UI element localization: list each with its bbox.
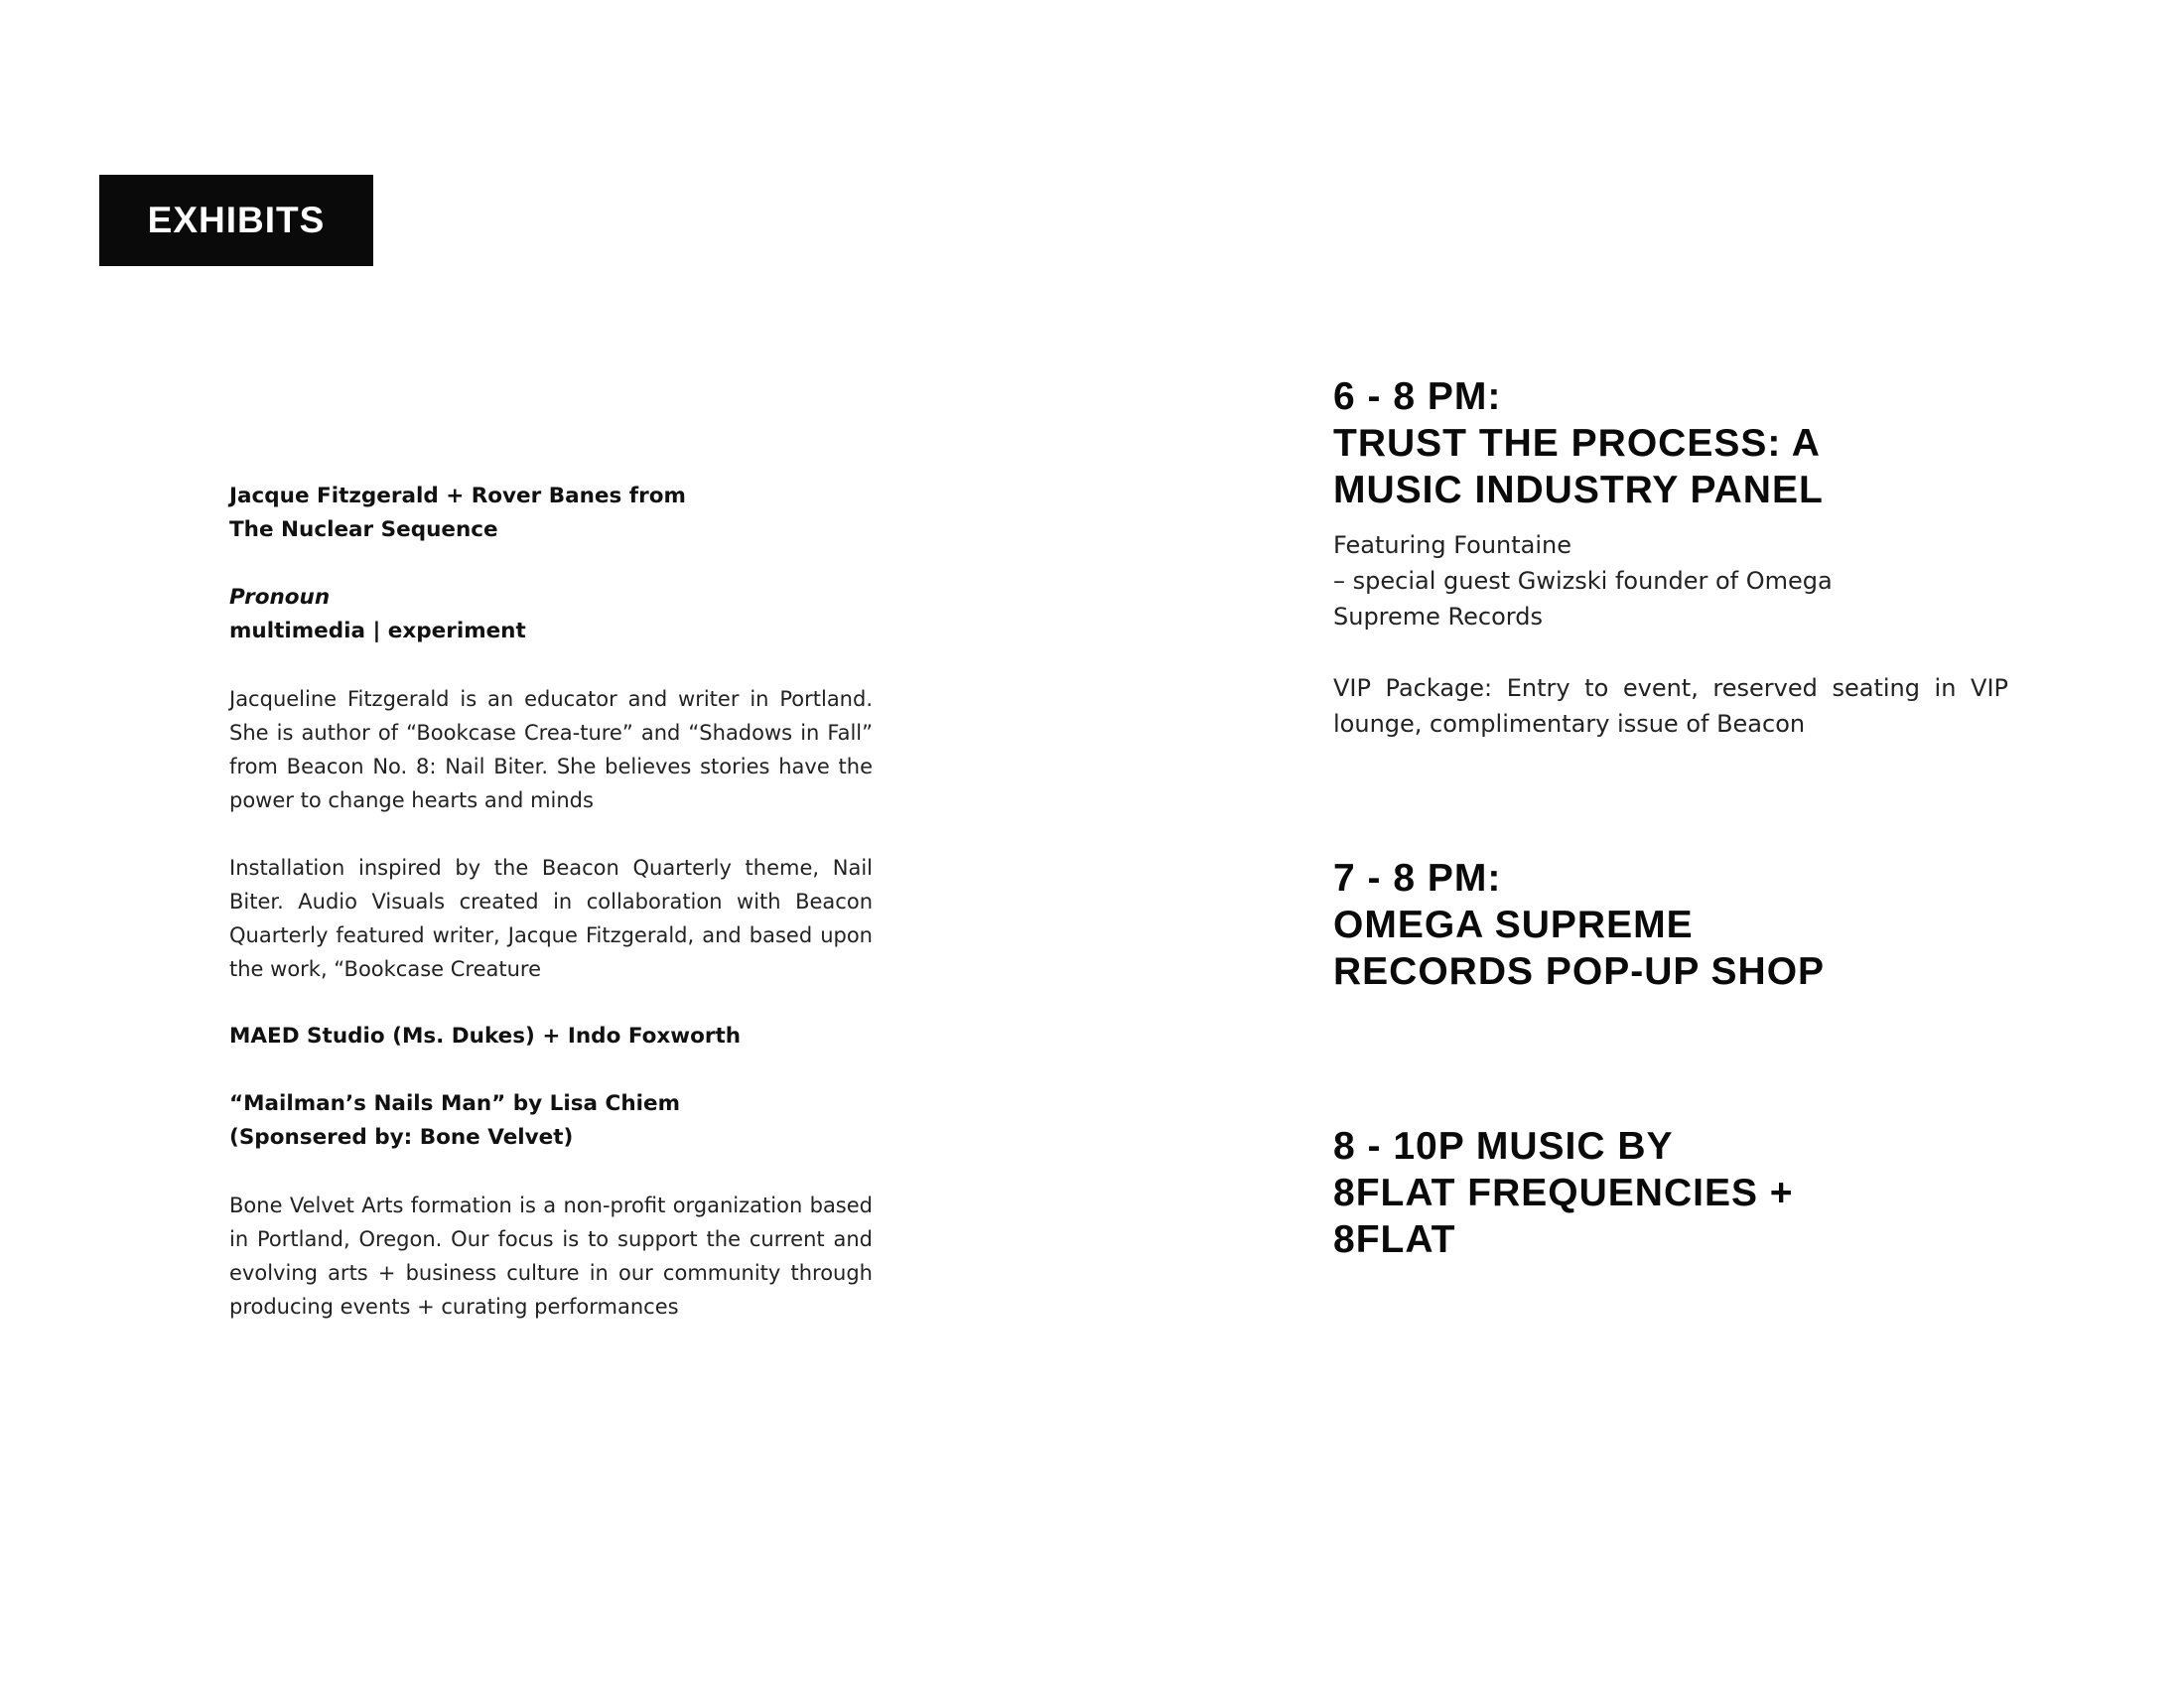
exhibits-badge: [99, 175, 373, 266]
exhibits-badge-label: EXHIBITS: [147, 200, 326, 240]
studio-line: MAED Studio (Ms. Dukes) + Indo Foxworth: [229, 1024, 742, 1049]
installation-description: Installation inspired by the Beacon Quarterly theme, Nail Biter. Audio Visuals created in collaboration with Beacon Quarterly featured writer, Jacque Fitzgerald, and based upon the work, “Bookcase Creature: [229, 856, 873, 981]
work-medium: multimedia | experiment: [229, 619, 526, 643]
schedule-heading-line: 8FLAT: [1333, 1218, 1456, 1261]
schedule-heading-line: MUSIC INDUSTRY PANEL: [1333, 469, 1824, 511]
organization-description: Bone Velvet Arts formation is a non-profit organization based in Portland, Oregon. Our focus is to support the current and evolving arts + business culture in our community through producing events + curating performances: [229, 1194, 873, 1319]
vip-package: VIP Package: Entry to event, reserved seating in VIP lounge, complimentary issue of Beacon: [1333, 674, 2008, 738]
featuring-line: – special guest Gwizski founder of Omega: [1333, 567, 1833, 595]
featuring-line: Supreme Records: [1333, 603, 1543, 631]
artist-line-2: The Nuclear Sequence: [229, 517, 498, 542]
schedule-heading-line: 8FLAT FREQUENCIES +: [1333, 1172, 1794, 1214]
artist-bio: Jacqueline Fitzgerald is an educator and writer in Portland. She is author of “Bookcase Crea-ture” and “Shadows in Fall” from Beacon No. 8: Nail Biter. She believes stories have the power to change hearts and minds: [229, 687, 873, 812]
work-title: Pronoun: [229, 585, 331, 610]
schedule-heading-line: 7 - 8 PM:: [1333, 857, 1502, 900]
piece-line-1: “Mailman’s Nails Man” by Lisa Chiem: [229, 1091, 680, 1116]
exhibits-column: [229, 480, 873, 1324]
artist-line-1: Jacque Fitzgerald + Rover Banes from: [229, 484, 686, 508]
featuring-line: Featuring Fountaine: [1333, 531, 1572, 559]
schedule-item-2: [1333, 855, 2008, 995]
schedule-item-1: [1333, 373, 2008, 742]
schedule-item-3: [1333, 1123, 2008, 1263]
schedule-heading-line: TRUST THE PROCESS: A: [1333, 422, 1821, 465]
piece-line-2: (Sponsered by: Bone Velvet): [229, 1125, 574, 1150]
schedule-heading-line: RECORDS POP-UP SHOP: [1333, 950, 1826, 993]
schedule-heading-line: 8 - 10P MUSIC BY: [1333, 1125, 1674, 1168]
schedule-heading-line: OMEGA SUPREME: [1333, 904, 1694, 946]
schedule-heading-line: 6 - 8 PM:: [1333, 375, 1502, 418]
